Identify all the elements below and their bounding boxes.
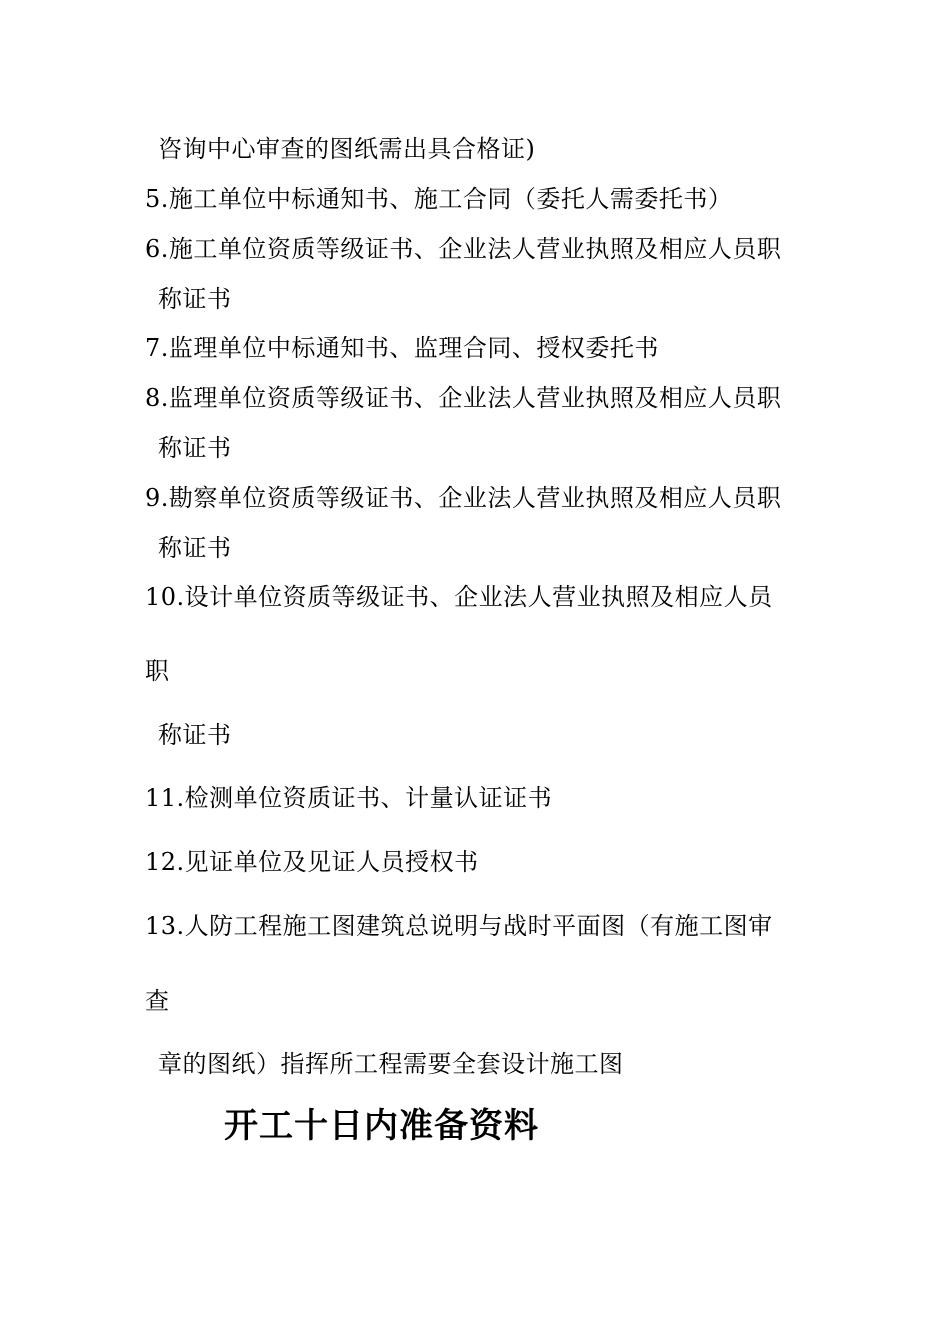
- list-item-9-continuation: 称证书: [158, 534, 232, 562]
- list-item-8: 8.监理单位资质等级证书、企业法人营业执照及相应人员职: [145, 384, 782, 412]
- list-item-12: 12.见证单位及见证人员授权书: [145, 848, 479, 876]
- list-item-13: 13.人防工程施工图建筑总说明与战时平面图（有施工图审: [145, 912, 773, 940]
- list-item-10: 10.设计单位资质等级证书、企业法人营业执照及相应人员: [145, 583, 773, 611]
- list-item-8-continuation: 称证书: [158, 434, 232, 462]
- list-item-13-continuation-a: 查: [145, 987, 170, 1015]
- list-item-6: 6.施工单位资质等级证书、企业法人营业执照及相应人员职: [145, 235, 782, 263]
- list-item-10-continuation-a: 职: [145, 657, 170, 685]
- list-item-5: 5.施工单位中标通知书、施工合同（委托人需委托书）: [145, 185, 733, 213]
- list-item-6-continuation: 称证书: [158, 285, 232, 313]
- list-item-13-continuation-b: 章的图纸）指挥所工程需要全套设计施工图: [158, 1050, 624, 1078]
- section-heading: 开工十日内准备资料: [224, 1106, 539, 1146]
- list-item-10-continuation-b: 称证书: [158, 721, 232, 749]
- list-item-9: 9.勘察单位资质等级证书、企业法人营业执照及相应人员职: [145, 484, 782, 512]
- list-item-11: 11.检测单位资质证书、计量认证证书: [145, 784, 553, 812]
- list-item-7: 7.监理单位中标通知书、监理合同、授权委托书: [145, 334, 659, 362]
- text-line-continuation: 咨询中心审查的图纸需出具合格证): [158, 135, 536, 163]
